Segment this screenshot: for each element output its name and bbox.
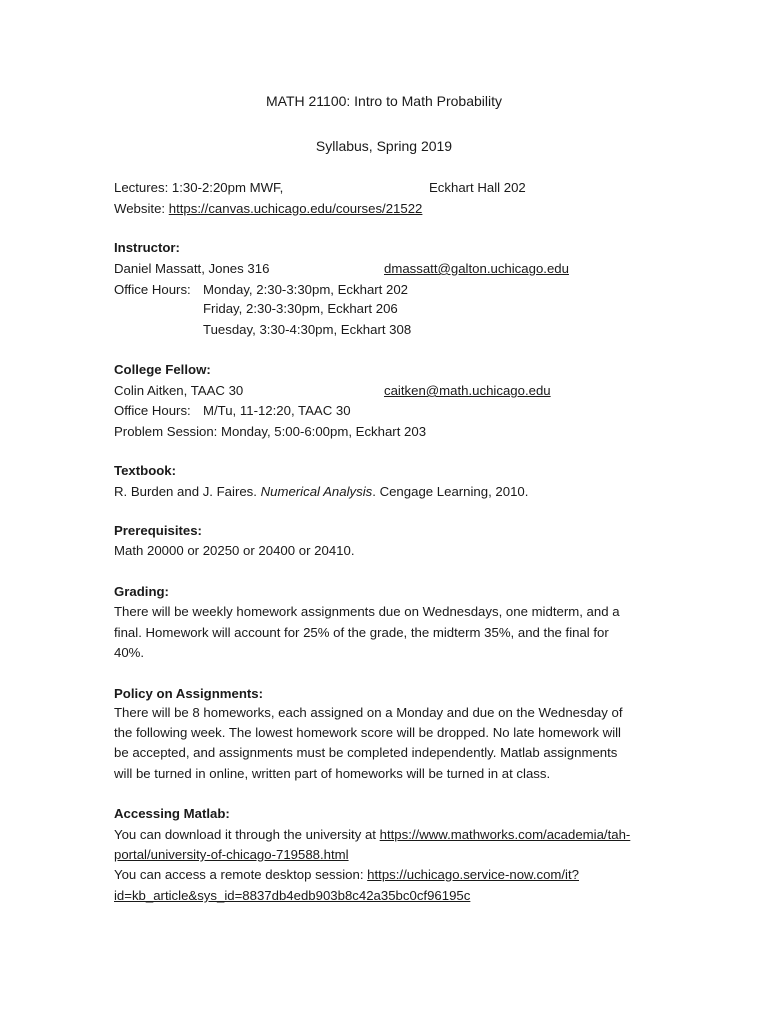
instructor-hours-3: Tuesday, 3:30-4:30pm, Eckhart 308 — [203, 322, 412, 337]
page-subtitle: Syllabus, Spring 2019 — [315, 138, 453, 154]
matlab-download-line — [114, 825, 630, 845]
instructor-email-link[interactable]: dmassatt@galton.uchicago.edu — [384, 261, 569, 276]
fellow-hours: M/Tu, 11-12:20, TAAC 30 — [203, 403, 351, 418]
instructor-hours-2: Friday, 2:30-3:30pm, Eckhart 206 — [203, 301, 398, 316]
instructor-hours-label: Office Hours: — [114, 282, 191, 297]
policy-line-2: the following week. The lowest homework score will be dropped. No late homework will — [114, 725, 621, 740]
grading-heading: Grading: — [114, 584, 169, 599]
fellow-hours-label: Office Hours: — [114, 403, 191, 418]
website-link[interactable]: https://canvas.uchicago.edu/courses/21522 — [168, 201, 423, 216]
grading-line-3: 40%. — [114, 645, 145, 660]
matlab-download-link[interactable]: https://www.mathworks.com/academia/tah- — [379, 827, 631, 842]
website-label: Website: — [114, 201, 169, 216]
matlab-remote-line — [114, 865, 579, 885]
matlab-remote-link-cont[interactable]: id=kb_article&sys_id=8837db4edb903b8c42a35bc0cf96195c — [114, 888, 471, 903]
textbook-publisher: . Cengage Learning, 2010. — [372, 484, 529, 499]
policy-line-4: will be turned in online, written part of homeworks will be turned in at class. — [114, 766, 551, 781]
matlab-download-link-cont[interactable]: portal/university-of-chicago-719588.html — [114, 847, 349, 862]
lectures-time: Lectures: 1:30-2:20pm MWF, — [114, 180, 284, 195]
fellow-problem-session: Problem Session: Monday, 5:00-6:00pm, Eckhart 203 — [114, 424, 427, 439]
page-title: MATH 21100: Intro to Math Probability — [265, 93, 503, 109]
policy-line-3: be accepted, and assignments must be completed independently. Matlab assignments — [114, 745, 618, 760]
prereq-text: Math 20000 or 20250 or 20400 or 20410. — [114, 543, 355, 558]
matlab-download-label: You can download it through the university at — [114, 827, 380, 842]
fellow-heading: College Fellow: — [114, 362, 211, 377]
lectures-location: Eckhart Hall 202 — [429, 180, 526, 195]
textbook-heading: Textbook: — [114, 463, 177, 478]
matlab-heading: Accessing Matlab: — [114, 806, 230, 821]
policy-line-1: There will be 8 homeworks, each assigned on a Monday and due on the Wednesday of — [114, 705, 623, 720]
website-line — [114, 199, 422, 219]
matlab-remote-label: You can access a remote desktop session: — [114, 867, 368, 882]
fellow-name-office: Colin Aitken, TAAC 30 — [114, 383, 244, 398]
textbook-authors: R. Burden and J. Faires. — [114, 484, 261, 499]
policy-heading: Policy on Assignments: — [114, 686, 263, 701]
fellow-email-link[interactable]: caitken@math.uchicago.edu — [384, 383, 551, 398]
prereq-heading: Prerequisites: — [114, 523, 202, 538]
instructor-hours-1: Monday, 2:30-3:30pm, Eckhart 202 — [203, 282, 409, 297]
lectures-line — [114, 178, 283, 198]
grading-line-2: final. Homework will account for 25% of the grade, the midterm 35%, and the final for — [114, 625, 609, 640]
instructor-name-office: Daniel Massatt, Jones 316 — [114, 261, 270, 276]
textbook-title: Numerical Analysis — [260, 484, 373, 499]
textbook-line — [114, 482, 528, 502]
grading-line-1: There will be weekly homework assignments due on Wednesdays, one midterm, and a — [114, 604, 620, 619]
instructor-heading: Instructor: — [114, 240, 180, 255]
matlab-remote-link[interactable]: https://uchicago.service-now.com/it? — [367, 867, 579, 882]
